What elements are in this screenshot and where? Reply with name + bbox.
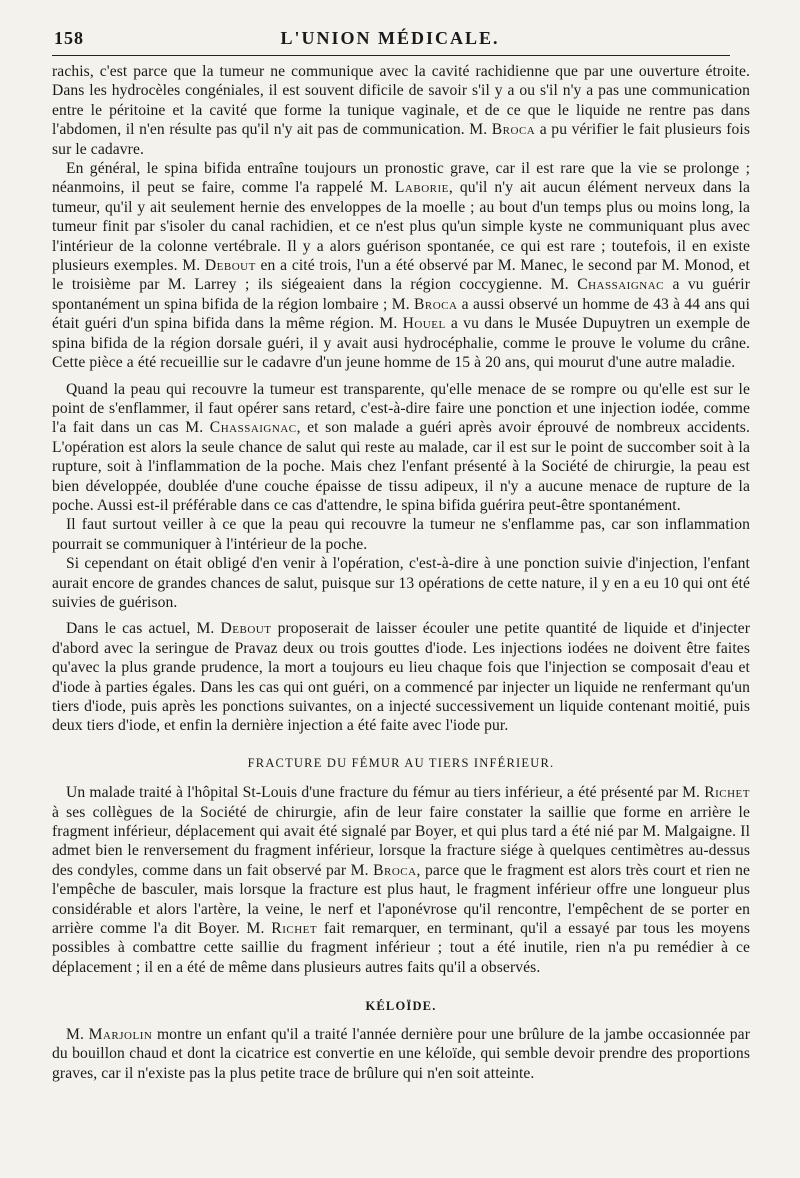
person-name: Houel <box>402 315 446 333</box>
paragraph <box>52 515 750 554</box>
person-name: Broca <box>373 861 417 879</box>
article-body <box>52 62 750 1083</box>
paragraph-text: montre un enfant qu'il a traité l'année dernière pour une brûlure de la jambe occasionnée par du bouillon chaud et dont la cicatrice est convertie en une kéloïde, qui semble devoir prendre des proportions graves, car il n'existe pas la plus petite trace de brûlure qui n'en soit atteinte. <box>52 1025 750 1082</box>
running-header <box>52 28 750 49</box>
paragraph-text: a vu dans le Musée Dupuytren un exemple de spina bifida de la région dorsale guéri, il y avait ausi hydrocéphalie, comme le prouve le volume du crâne. Cette pièce a été recueillie sur le cadavre d'un jeune homme de 15 à 20 ans, qui mourut d'une autre maladie. <box>52 315 750 372</box>
main-paragraphs <box>52 62 750 736</box>
paragraph-text: rachis, c'est parce que la tumeur ne communique avec la cavité rachidienne que par une ouverture étroite. Dans les hydrocèles congéniales, il est souvent dificile de savoir s'il y a ou s'il n'y a pas une communication entre le péritoine et la cavité que forme la tunique vaginale, et de ce que le liquide ne rentre pas dans l'abdomen, il n'en résulte pas qu'il n'y ait pas de communication. M. <box>52 63 750 139</box>
keloide-paragraphs <box>52 1025 750 1083</box>
paragraph <box>52 62 750 159</box>
section-title-keloide: KÉLOÏDE. <box>365 999 437 1014</box>
paragraph-text: en a cité trois, l'un a été observé par M. Manec, le second par M. Monod, et le troisième par M. Larrey ; ils siégeaient dans la région coccygienne. M. <box>52 257 750 294</box>
person-name: Richet <box>271 920 318 938</box>
paragraph-text: a aussi observé un homme de 43 à 44 ans qui était guéri d'un spina bifida dans la même région. M. <box>52 295 751 333</box>
person-name: Chassaignac <box>209 419 297 437</box>
person-name: Laborie <box>394 179 449 197</box>
paragraph <box>52 159 750 372</box>
paragraph <box>52 783 750 977</box>
person-name: Marjolin <box>88 1025 153 1043</box>
paragraph-text: En général, le spina bifida entraîne toujours un pronostic grave, car il est rare que la vie se prolonge ; néanmoins, il peut se faire, comme l'a rappelé M. <box>52 160 750 197</box>
paragraph-text: Il faut surtout veiller à ce que la peau qui recouvre la tumeur ne s'enflamme pas, car son inflammation pourrait se communiquer à l'intérieur de la poche. <box>52 516 750 553</box>
person-name: Broca <box>491 121 536 139</box>
paragraph-text: à ses collègues de la Société de chirurgie, afin de leur faire constater la saillie que forme en arrière le fragment inférieur, déplacement qui avait été signalé par Boyer, et qui plus tard a été nié par M. Malgaigne. Il admet bien le renversement du fragment inférieur, lorsque la fracture siége à quelques centimètres au-dessus des condyles, comme dans un fait observé par M. <box>52 803 750 879</box>
paragraph-text: a vu guérir spontanément un spina bifida de la région lombaire ; M. <box>52 276 750 313</box>
paragraph <box>52 1025 750 1083</box>
paragraph-text: Un malade traité à l'hôpital St-Louis d'une fracture du fémur au tiers inférieur, a été présenté par M. <box>66 784 705 802</box>
paragraph <box>52 380 750 516</box>
paragraph-text: Quand la peau qui recouvre la tumeur est transparente, qu'elle menace de se rompre ou qu'elle est sur le point de s'enflammer, il faut opérer sans retard, c'est-à-dire faire une ponction et une injection iodée, comme l'a fait dans un cas M. <box>52 380 750 437</box>
paragraph-text: Si cependant on était obligé d'en venir à l'opération, c'est-à-dire à une ponction suivie d'injection, l'enfant aurait encore de grandes chances de salut, puisque sur 13 opérations de cette nature, il y en a eu 10 qui ont été suivies de guérison. <box>52 555 750 611</box>
journal-title: L'UNION MÉDICALE. <box>280 28 500 48</box>
paragraph-text: , qu'il n'y ait aucun élément nerveux dans la tumeur, qu'il y ait seulement hernie des enveloppes de la moelle ; au bout d'un temps plus ou moins long, la tumeur finit par s'isoler du canal rachidien, et ce n'est plus qu'un simple kyste ne communiquant plus avec l'intérieur de la colonne vertébrale. Il y a alors guérison spontanée, ce qui est rare ; toutefois, il en existe plusieurs exemples. M. <box>52 179 750 275</box>
paragraph-text: a pu vérifier le fait plusieurs fois sur le cadavre. <box>52 121 750 158</box>
paragraph-text: M. <box>66 1025 89 1043</box>
header-rule <box>52 55 730 56</box>
person-name: Richet <box>704 784 750 802</box>
person-name: Broca <box>413 295 458 313</box>
person-name: Debout <box>220 620 272 638</box>
section-title-femur: FRACTURE DU FÉMUR AU TIERS INFÉRIEUR. <box>247 755 555 770</box>
paragraph-text: , et son malade a guéri après avoir éprouvé de nombreux accidents. L'opération est alors la seule chance de salut qui reste au malade, car il est sur le point de succomber soit à la rupture, soit à l'inflammation de la poche. Mais chez l'enfant présenté à la Société de chirurgie, la peau est bien développée, doublée d'une couche épaisse de tissu adipeux, il n'y a aucune menace de rupture de la poche. Aussi est-il préférable dans ce cas d'attendre, le spina bifida guérira peut-être spontanément. <box>52 419 750 514</box>
paragraph <box>52 554 750 612</box>
paragraph <box>52 619 750 735</box>
person-name: Chassaignac <box>577 276 664 294</box>
paragraph-text: fait remarquer, en terminant, qu'il a essayé par tous les moyens possibles à combattre cette saillie du fragment inférieur ; tout a été inutile, rien n'a pu remédier à ce déplacement ; il en a été de même dans plusieurs autres faits qu'il a observés. <box>52 920 750 976</box>
page-number: 158 <box>54 28 84 48</box>
paragraph-text: , parce que le fragment est alors très court et rien ne l'empêche de basculer, mais lorsque la fracture est plus haut, le fragment inférieur offre une longueur plus considérable et alors l'artère, la veine, le nerf et l'aponévrose qu'il rencontre, l'empêchent de se porter en arrière comme l'a dit Boyer. M. <box>52 861 750 938</box>
paragraph-text: Dans le cas actuel, M. <box>66 620 221 638</box>
person-name: Debout <box>204 257 256 275</box>
femur-paragraphs <box>52 783 750 977</box>
paragraph-text: proposerait de laisser écouler une petite quantité de liquide et d'injecter d'abord avec la seringue de Pravaz deux ou trois gouttes d'iode. Les injections iodées ne doivent être faites qu'avec la plus grande prudence, la mort a toujours eu lieu chaque fois que l'injection se composait d'eau et d'iode à parties égales. Dans les cas qui ont guéri, on a commencé par injecter un liquide ne renfermant qu'un tiers d'iode, puis après les ponctions suivantes, on a injecté successivement un liquide contenant moitié, puis deux tiers d'iode, et enfin la dernière injection a été faite avec l'iode pur. <box>52 620 750 735</box>
